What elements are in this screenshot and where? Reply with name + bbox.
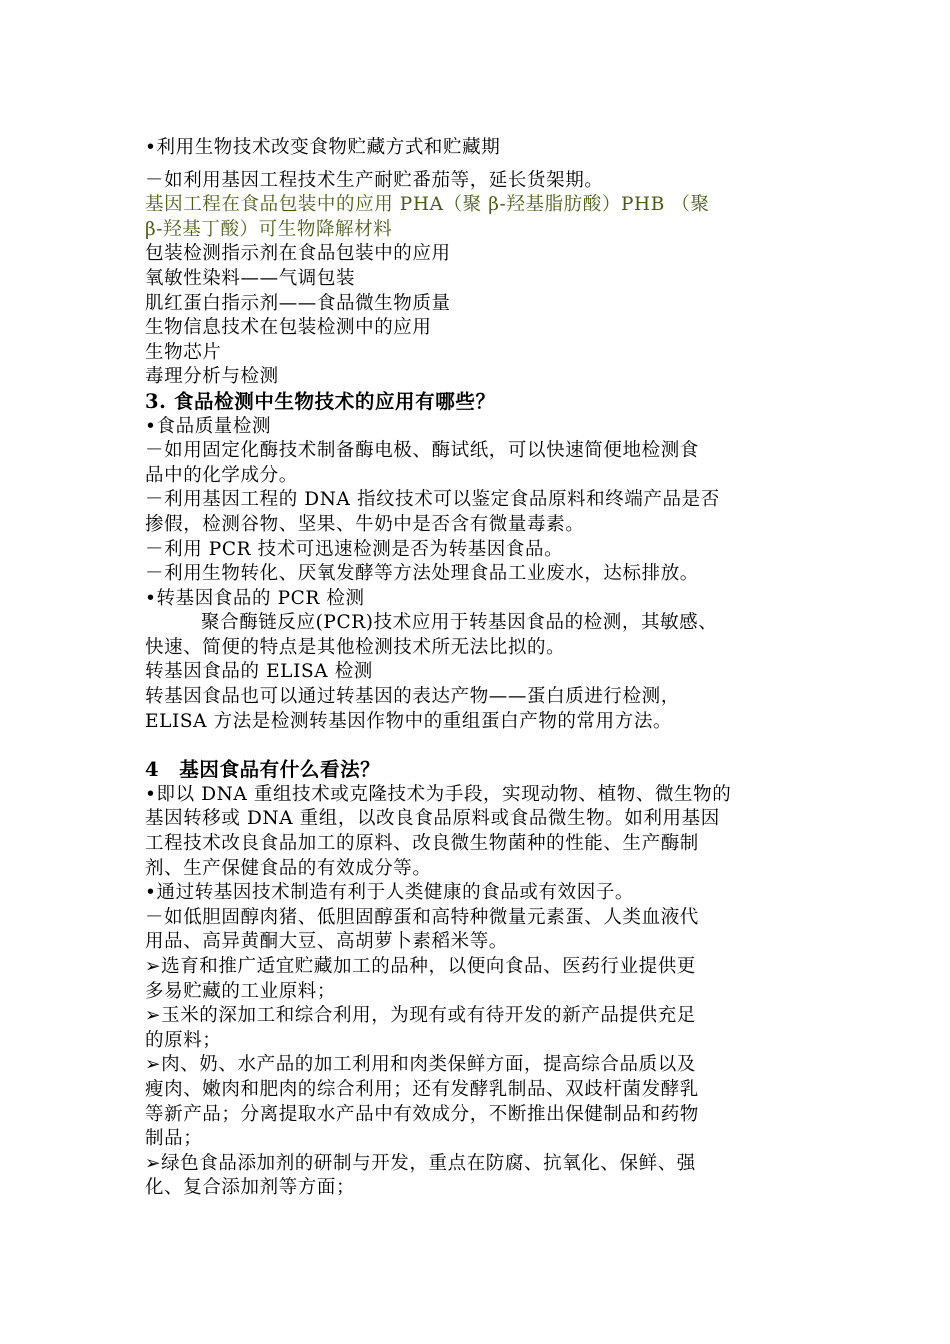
health-example-line-2: 用品、高异黄酮大豆、高胡萝卜素稻米等。 <box>145 931 508 953</box>
gm-def-line-2: 基因转移或 DNA 重组，以改良食品原料或食品微生物。如利用基因 <box>145 808 720 830</box>
section-detection <box>145 390 810 734</box>
pcr-desc-line-1: 聚合酶链反应(PCR)技术应用于转基因食品的检测，其敏感、 <box>201 612 718 634</box>
bullet-pcr: •转基因食品的 PCR 检测 <box>145 587 365 609</box>
packaging-genetic-line-2: β-羟基丁酸）可生物降解材料 <box>145 218 393 240</box>
dna-fingerprint-line-2: 掺假，检测谷物、坚果、牛奶中是否含有微量毒素。 <box>145 513 585 535</box>
arrow-item-corn-2: 的原料； <box>145 1029 222 1051</box>
pcr-gm-detect: －利用 PCR 技术可迅速检测是否为转基因食品。 <box>145 538 564 560</box>
packaging-genetic-line-1: 基因工程在食品包装中的应用 PHA（聚 β-羟基脂肪酸）PHB （聚 <box>145 194 710 216</box>
arrow-item-meat-1: ➢肉、奶、水产品的加工利用和肉类保鲜方面，提高综合品质以及 <box>145 1054 696 1076</box>
elisa-title: 转基因食品的 ELISA 检测 <box>145 661 373 683</box>
spacer <box>145 734 810 758</box>
elisa-desc-line-2: ELISA 方法是检测转基因作物中的重组蛋白产物的常用方法。 <box>145 710 673 732</box>
arrow-item-additive-1: ➢绿色食品添加剂的研制与开发，重点在防腐、抗氧化、保鲜、强 <box>145 1152 696 1174</box>
arrow-item-meat-4: 制品； <box>145 1128 203 1150</box>
gm-def-line-1: •即以 DNA 重组技术或克隆技术为手段，实现动物、植物、微生物的 <box>145 783 732 805</box>
bullet-storage: •利用生物技术改变食物贮藏方式和贮藏期 <box>145 137 501 158</box>
arrow-item-breeding-2: 多易贮藏的工业原料； <box>145 980 337 1002</box>
arrow-item-additive-2: 化、复合添加剂等方面； <box>145 1177 356 1199</box>
spacer <box>145 161 810 169</box>
bioinformatics-packaging: 生物信息技术在包装检测中的应用 <box>145 317 432 339</box>
myoglobin-indicator: 肌红蛋白指示剂——食品微生物质量 <box>145 292 451 314</box>
gm-def-line-3: 工程技术改良食品加工的原料、改良微生物菌种的性能、生产酶制 <box>145 833 699 855</box>
enzyme-electrode-line-1: －如用固定化酶技术制备酶电极、酶试纸，可以快速简便地检测食 <box>145 440 699 462</box>
bullet-quality: •食品质量检测 <box>145 415 272 437</box>
arrow-item-meat-2: 瘦肉、嫩肉和肥肉的综合利用；还有发酵乳制品、双歧杆菌发酵乳 <box>145 1078 699 1100</box>
pcr-desc-line-2: 快速、简便的特点是其他检测技术所无法比拟的。 <box>145 636 566 658</box>
heading-detection: 3. 食品检测中生物技术的应用有哪些？ <box>145 389 496 413</box>
gm-def-line-4: 剂、生产保健食品的有效成分等。 <box>145 857 432 879</box>
health-example-line-1: －如低胆固醇肉猪、低胆固醇蛋和高特种微量元素蛋、人类血液代 <box>145 906 699 928</box>
packaging-indicator: 包装检测指示剂在食品包装中的应用 <box>145 243 451 265</box>
storage-example: －如利用基因工程技术生产耐贮番茄等，延长货架期。 <box>145 169 604 191</box>
arrow-item-meat-3: 等新产品；分离提取水产品中有效成分，不断推出保健制品和药物 <box>145 1103 699 1125</box>
arrow-item-corn-1: ➢玉米的深加工和综合利用，为现有或有待开发的新产品提供充足 <box>145 1005 696 1027</box>
wastewater-treatment: －利用生物转化、厌氧发酵等方法处理食品工业废水，达标排放。 <box>145 563 699 585</box>
biochip: 生物芯片 <box>145 341 222 363</box>
dna-fingerprint-line-1: －利用基因工程的 DNA 指纹技术可以鉴定食品原料和终端产品是否 <box>145 489 720 511</box>
enzyme-electrode-line-2: 品中的化学成分。 <box>145 464 298 486</box>
document-page <box>145 136 810 1201</box>
bullet-health-food: •通过转基因技术制造有利于人类健康的食品或有效因子。 <box>145 882 635 904</box>
arrow-item-breeding-1: ➢选育和推广适宜贮藏加工的品种，以便向食品、医药行业提供更 <box>145 956 696 977</box>
heading-gm-food: 4 基因食品有什么看法？ <box>145 758 381 782</box>
section-gm-food <box>145 758 810 1201</box>
oxygen-dye: 氧敏性染料——气调包装 <box>145 267 356 289</box>
elisa-desc-line-1: 转基因食品也可以通过转基因的表达产物——蛋白质进行检测， <box>145 686 680 708</box>
section-storage <box>145 136 810 390</box>
toxicology: 毒理分析与检测 <box>145 366 279 388</box>
